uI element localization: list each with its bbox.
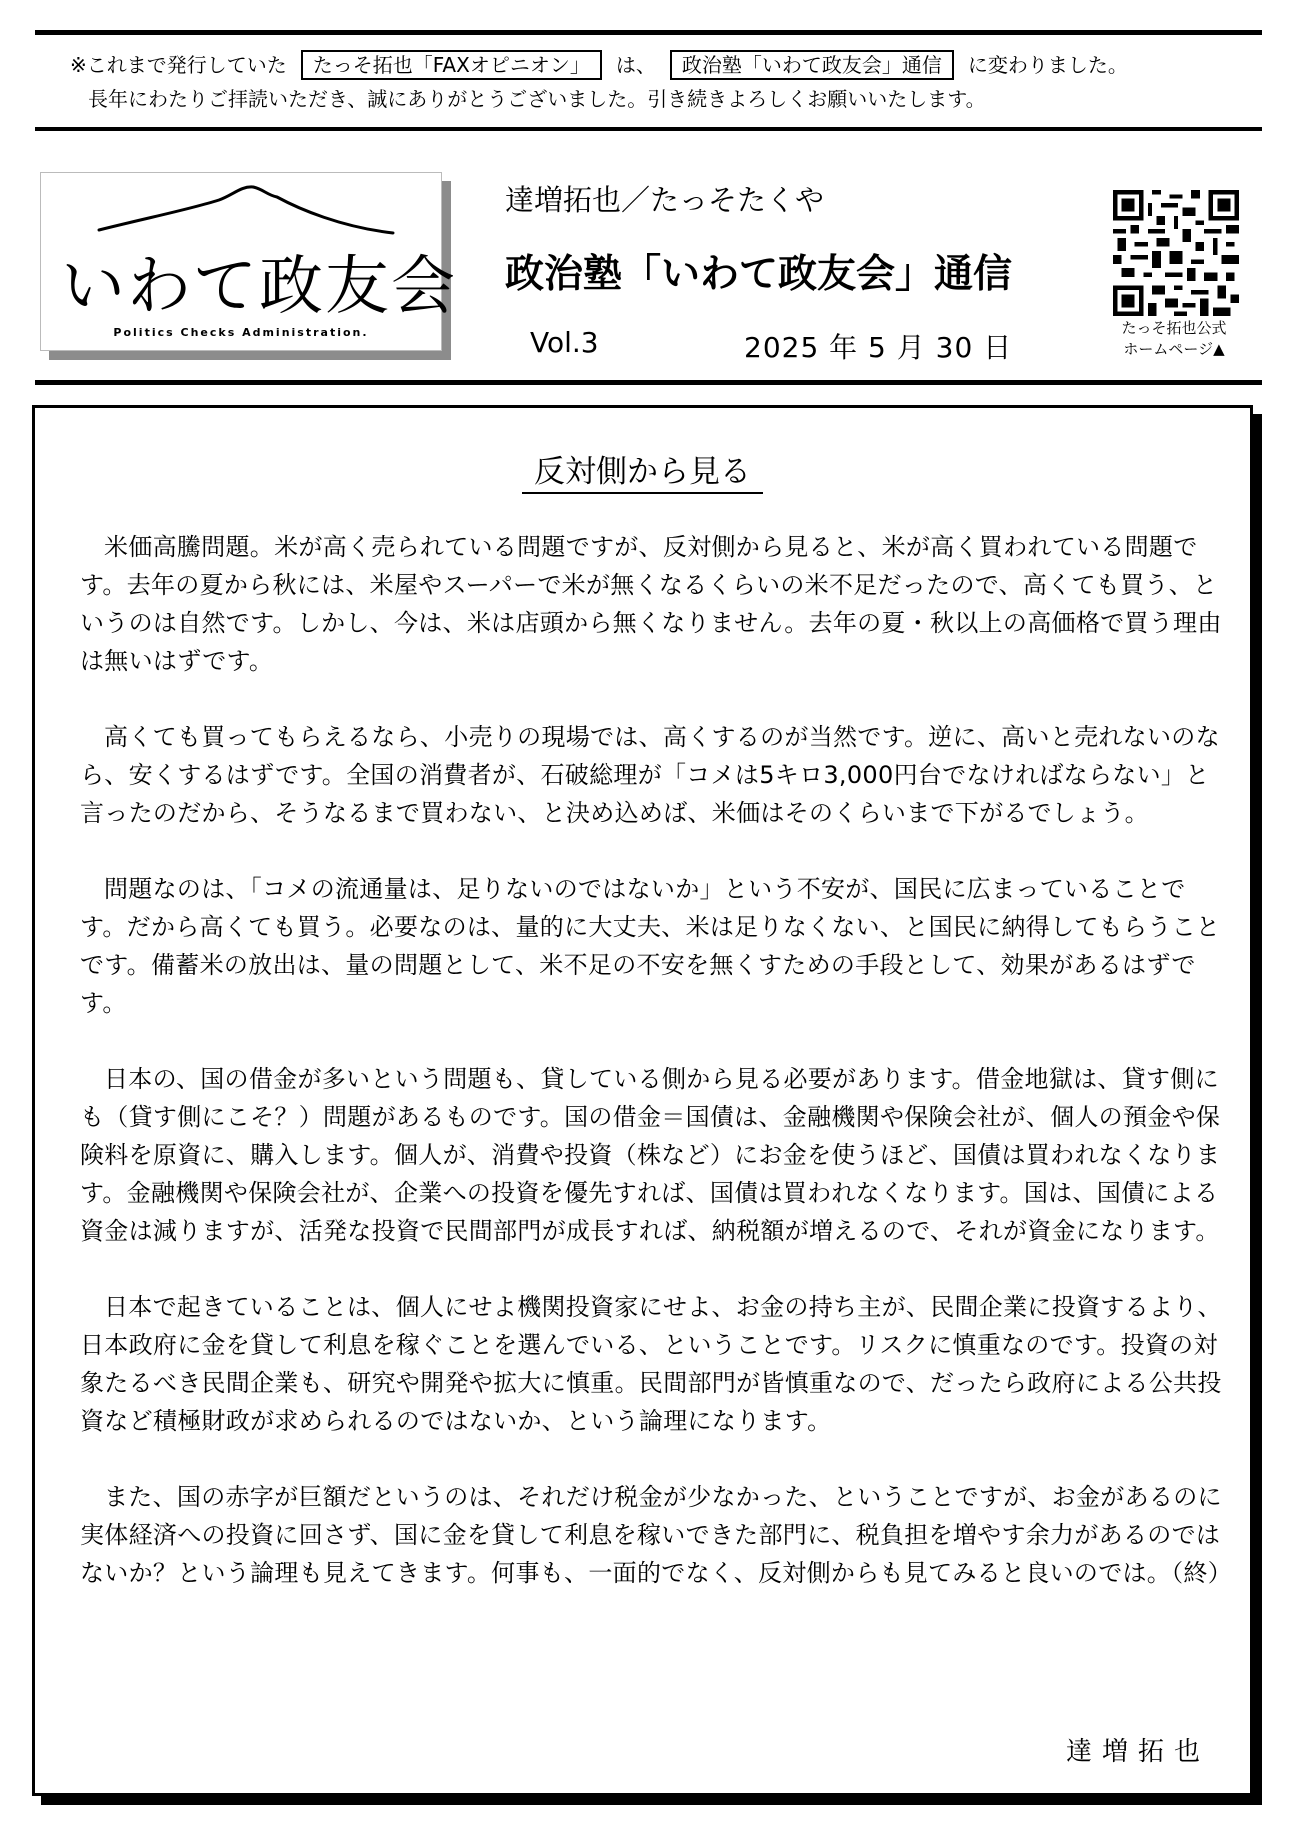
notice	[70, 48, 1250, 116]
article-frame	[32, 405, 1253, 1796]
notice-bottom-rule	[35, 127, 1262, 131]
article-title	[35, 446, 1250, 491]
qr-caption-line2: ホームページ▲	[1123, 340, 1225, 358]
issue-date: 2025 年 5 月 30 日	[744, 331, 1013, 364]
notice-new-name: 政治塾「いわて政友会」通信	[670, 50, 954, 80]
article-title-text: 反対側から見る	[522, 454, 763, 494]
publication-title: 政治塾「いわて政友会」通信	[505, 252, 1013, 297]
notice-suffix: に変わりました。	[967, 53, 1128, 77]
qr-caption-line1: たっそ拓也公式	[1121, 319, 1227, 337]
notice-prefix: ※これまで発行していた	[70, 53, 287, 77]
qr-code-icon[interactable]	[1113, 190, 1239, 316]
paragraph: 問題なのは、「コメの流通量は、足りないのではないか」という不安が、国民に広まっていることです。だから高くても買う。必要なのは、量的に大丈夫、米は足りなくない、と国民に納得してもらうことです。備蓄米の放出は、量の問題として、米不足の不安を無くすための手段として、効果があるはずです。	[80, 875, 1221, 1017]
logo-text: いわて政友会	[61, 250, 457, 324]
notice-connector: は、	[615, 53, 656, 77]
top-rule	[35, 30, 1262, 35]
volume: Vol.3	[530, 326, 599, 359]
paragraph: また、国の赤字が巨額だというのは、それだけ税金が少なかった、ということですが、お金があるのに実体経済への投資に回さず、国に金を貸して利息を稼いできた部門に、税負担を増やす余力があるのではないか？という論理も見えてきます。何事も、一面的でなく、反対側からも見てみると良いのでは。（終）	[80, 1483, 1232, 1587]
paragraph: 高くても買ってもらえるなら、小売りの現場では、高くするのが当然です。逆に、高いと売れないのなら、安くするはずです。全国の消費者が、石破総理が「コメは5キロ3,000円台でなければならない」と言ったのだから、そうなるまで買わない、と決め込めば、米価はそのくらいまで下がるでしょう。	[80, 723, 1220, 827]
author-line: 達増拓也／たっそたくや	[505, 183, 825, 217]
paragraph: 日本の、国の借金が多いという問題も、貸している側から見る必要があります。借金地獄は、貸す側にも（貸す側にこそ？）問題があるものです。国の借金＝国債は、金融機関や保険会社が、個人の預金や保険料を原資に、購入します。個人が、消費や投資（株など）にお金を使うほど、国債は買われなくなります。金融機関や保険会社が、企業への投資を優先すれば、国債は買われなくなります。国は、国債による資金は減りますが、活発な投資で民間部門が成長すれば、納税額が増えるので、それが資金になります。	[80, 1065, 1221, 1245]
signature: 達増拓也	[1065, 1737, 1210, 1767]
article-body	[80, 528, 1232, 1592]
logo-subtitle: Politics Checks Administration.	[113, 326, 369, 339]
paragraph: 米価高騰問題。米が高く売られている問題ですが、反対側から見ると、米が高く買われている問題です。去年の夏から秋には、米屋やスーパーで米が無くなるくらいの米不足だったので、高くても買う、というのは自然です。しかし、今は、米は店頭から無くなりません。去年の夏・秋以上の高価格で買う理由は無いはずです。	[80, 533, 1222, 675]
logo	[40, 172, 457, 351]
paragraph: 日本で起きていることは、個人にせよ機関投資家にせよ、お金の持ち主が、民間企業に投資するより、日本政府に金を貸して利息を稼ぐことを選んでいる、ということです。リスクに慎重なのです。投資の対象たるべき民間企業も、研究や開発や拡大に慎重。民間部門が皆慎重なので、だったら政府による公共投資など積極財政が求められるのではないか、という論理になります。	[80, 1293, 1222, 1435]
notice-line2: 長年にわたりご拝読いただき、誠にありがとうございました。引き続きよろしくお願いいたします。	[88, 87, 986, 111]
qr-caption	[1090, 318, 1258, 360]
notice-old-name: たっそ拓也「FAXオピニオン」	[301, 50, 602, 80]
masthead-bottom-rule	[35, 380, 1262, 385]
